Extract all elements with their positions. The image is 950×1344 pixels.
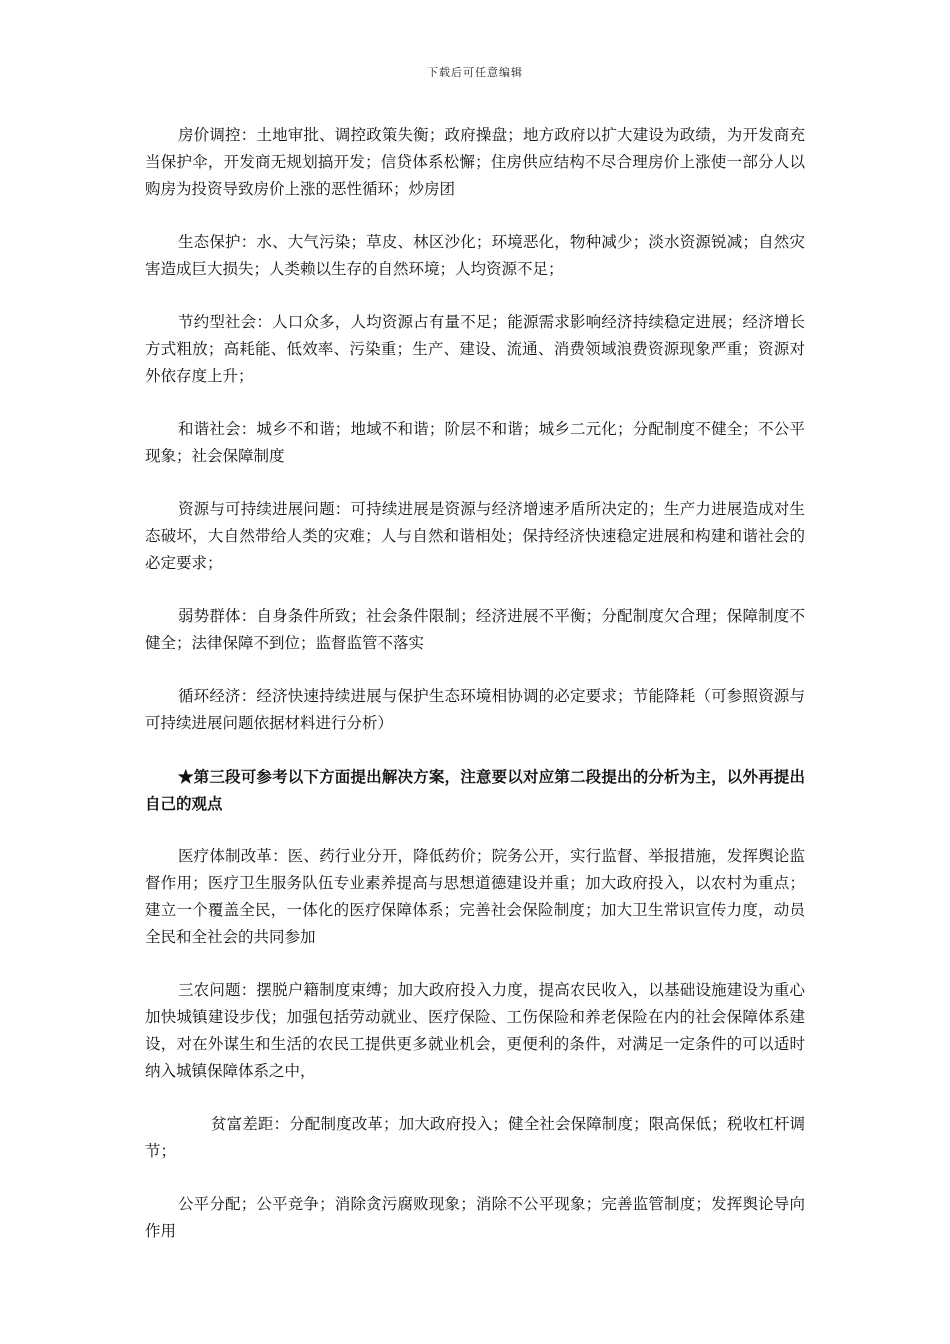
- section-heading: ★第三段可参考以下方面提出解决方案，注意要以对应第二段提出的分析为主，以外再提出自己的观点: [145, 767, 805, 813]
- paragraph-circular-economy: 循环经济：经济快速持续进展与保护生态环境相协调的必定要求；节能降耗（可参照资源与可持续进展问题依据材料进行分析）: [145, 687, 805, 732]
- paragraph-wealth-gap: 贫富差距：分配制度改革；加大政府投入；健全社会保障制度；限高保低；税收杠杆调节；: [145, 1115, 805, 1160]
- paragraph-sustainable-development: 资源与可持续进展问题：可持续进展是资源与经济增速矛盾所决定的；生产力进展造成对生态破坏，大自然带给人类的灾难；人与自然和谐相处；保持经济快速稳定进展和构建和谐社会的必定要求；: [145, 500, 805, 572]
- document-body: [145, 122, 805, 1271]
- paragraph-fair-distribution: 公平分配；公平竞争；消除贪污腐败现象；消除不公平现象；完善监管制度；发挥舆论导向作用: [145, 1195, 805, 1240]
- paragraph-vulnerable-groups: 弱势群体：自身条件所致；社会条件限制；经济进展不平衡；分配制度欠合理；保障制度不健全；法律保障不到位；监督监管不落实: [145, 607, 805, 652]
- paragraph-ecology: 生态保护：水、大气污染；草皮、林区沙化；环境恶化，物种减少；淡水资源锐减；自然灾害造成巨大损失；人类赖以生存的自然环境；人均资源不足；: [145, 233, 805, 278]
- paragraph-housing-price: 房价调控：土地审批、调控政策失衡；政府操盘；地方政府以扩大建设为政绩，为开发商充当保护伞，开发商无规划搞开发；信贷体系松懈；住房供应结构不尽合理房价上涨使一部分人以购房为投资导致房价上涨的恶性循环；炒房团: [145, 126, 805, 198]
- paragraph-conservation-society: 节约型社会：人口众多，人均资源占有量不足；能源需求影响经济持续稳定进展；经济增长方式粗放；高耗能、低效率、污染重；生产、建设、流通、消费领域浪费资源现象严重；资源对外依存度上升；: [145, 313, 805, 385]
- header-note: 下载后可任意编辑: [427, 66, 523, 79]
- paragraph-medical-reform: 医疗体制改革：医、药行业分开，降低药价；院务公开，实行监督、举报措施，发挥舆论监督作用；医疗卫生服务队伍专业素养提高与思想道德建设并重；加大政府投入，以农村为重点；建立一个覆盖全民，一体化的医疗保障体系；完善社会保险制度；加大卫生常识宣传力度，动员全民和全社会的共同参加: [145, 847, 805, 946]
- paragraph-agriculture: 三农问题：摆脱户籍制度束缚；加大政府投入力度，提高农民收入，以基础设施建设为重心加快城镇建设步伐；加强包括劳动就业、医疗保险、工伤保险和养老保险在内的社会保障体系建设，对在外谋生和生活的农民工提供更多就业机会，更便利的条件，对满足一定条件的可以适时纳入城镇保障体系之中，: [145, 981, 805, 1080]
- paragraph-harmonious-society: 和谐社会：城乡不和谐；地域不和谐；阶层不和谐；城乡二元化；分配制度不健全；不公平现象；社会保障制度: [145, 420, 805, 465]
